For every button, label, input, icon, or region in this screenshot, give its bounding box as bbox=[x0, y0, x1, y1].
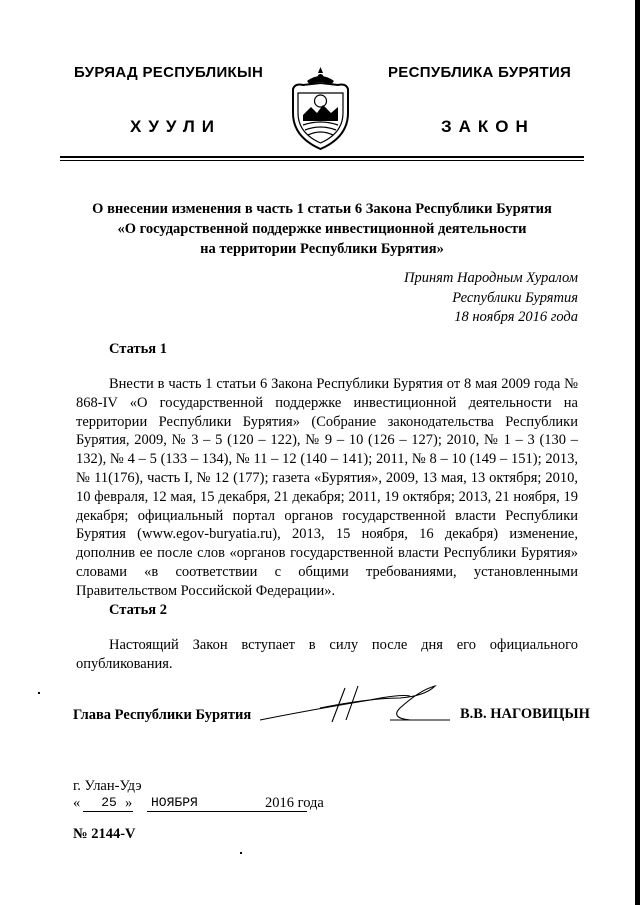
adoption-line: Принят Народным Хуралом bbox=[403, 270, 578, 286]
header-right-title: РЕСПУБЛИКА БУРЯТИЯ bbox=[388, 64, 572, 81]
header-rule-thin bbox=[60, 160, 584, 161]
signatory-name: В.В. НАГОВИЦЫН bbox=[460, 706, 590, 722]
signing-date bbox=[73, 795, 393, 815]
header-right-subtitle: ЗАКОН bbox=[441, 117, 535, 136]
date-close-quote: » bbox=[125, 795, 133, 811]
header-rule-thick bbox=[60, 156, 584, 158]
law-number: № 2144-V bbox=[73, 826, 136, 842]
signatory-position: Глава Республики Бурятия bbox=[73, 707, 252, 723]
header-left-subtitle: ХУУЛИ bbox=[130, 117, 221, 136]
date-month: НОЯБРЯ bbox=[151, 795, 198, 810]
law-title bbox=[60, 199, 584, 259]
scan-speck bbox=[240, 852, 242, 854]
city: г. Улан-Удэ bbox=[73, 778, 142, 794]
date-open-quote: « bbox=[73, 795, 81, 811]
header-left-title: БУРЯАД РЕСПУБЛИКЫН bbox=[74, 64, 264, 81]
date-day: 25 bbox=[101, 795, 117, 810]
article-2-text: Настоящий Закон вступает в силу после дня его официального опубликования. bbox=[76, 637, 578, 672]
adoption-note bbox=[380, 269, 578, 328]
article-2-heading: Статья 2 bbox=[109, 602, 167, 618]
article-1-heading: Статья 1 bbox=[109, 341, 167, 357]
handwritten-signature bbox=[250, 680, 450, 730]
date-year: 2016 года bbox=[265, 795, 324, 811]
law-title-line: «О государственной поддержке инвестиционной деятельности bbox=[117, 221, 527, 237]
adoption-date: 18 ноября 2016 года bbox=[454, 309, 578, 325]
scan-speck bbox=[38, 692, 40, 694]
page-edge bbox=[635, 0, 640, 905]
law-title-line: О внесении изменения в часть 1 статьи 6 Закона Республики Бурятия bbox=[92, 201, 552, 217]
adoption-line: Республики Бурятия bbox=[452, 289, 578, 306]
law-title-line: на территории Республики Бурятия» bbox=[200, 241, 444, 257]
article-1-text: Внести в часть 1 статьи 6 Закона Республики Бурятия от 8 мая 2009 года № 868-IV «О государственной поддержке инвестиционной деятельности на территории Республики Бурятия» (Собрание законодательства Республики Бурятия, 2009, № 3 – 5 (120 – 122), № 9 – 10 (126 – 127); 2010, № 1 – 3 (130 – 132), № 4 – 5 (133 – 134), № 11 – 12 (140 – 141); 2011, № 8 – 10 (149 – 151); 2013, № 11(176), часть I, № 12 (177); газета «Бурятия», 2009, 13 мая, 13 октября; 2010, 10 февраля, 12 мая, 15 декабря, 21 декабря; 2011, 19 октября; 2013, 21 ноября, 19 декабря; официальный портал органов государственной власти Республики Бурятия (www.egov-buryatia.ru), 2013, 15 ноября, 16 декабря) изменение, дополнив ее после слов «органов государственной власти Республики Бурятия» словами «в соответствии с общими требованиями, установленными Правительством Российской Федерации». bbox=[76, 376, 578, 599]
coat-of-arms-emblem-icon bbox=[287, 63, 354, 151]
